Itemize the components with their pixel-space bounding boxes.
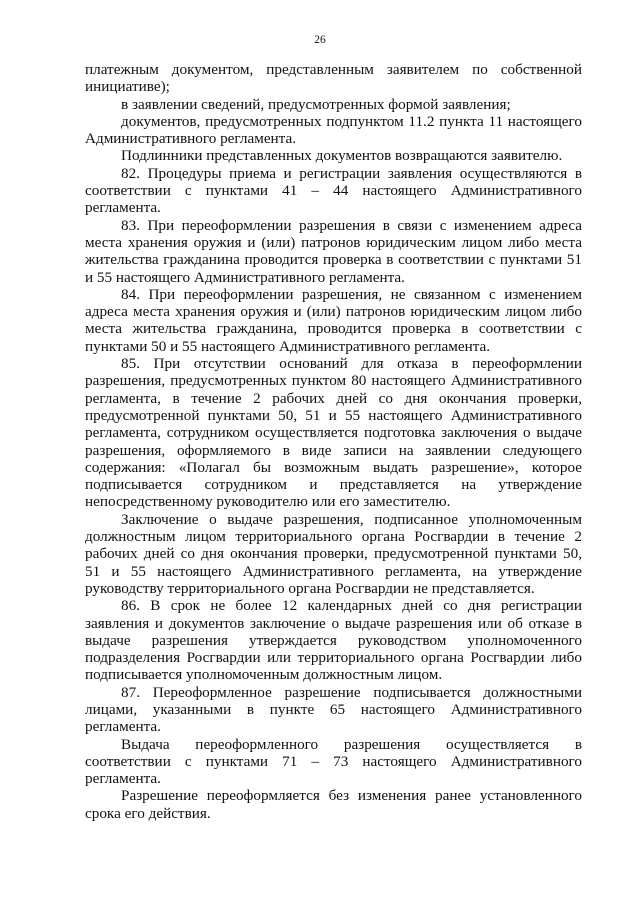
page-number: 26	[314, 34, 326, 46]
paragraph-validity-term: Разрешение переоформляется без изменения ранее установленного срока его действия.	[85, 787, 582, 822]
paragraph-conclusion: Заключение о выдаче разрешения, подписанное уполномоченным должностным лицом территориального органа Росгвардии в течение 2 рабочих дней со дня окончания проверки, предусмотренной пунктами 50, 51 и 55 настоящего Административного регламента, на утверждение руководству территориального органа Росгвардии не представляется.	[85, 510, 582, 597]
paragraph-documents: документов, предусмотренных подпунктом 11.2 пункта 11 настоящего Административного регламента.	[85, 112, 582, 148]
paragraph-item-82: 82. Процедуры приема и регистрации заявления осуществляются в соответствии с пунктами 41 – 44 настоящего Административного регламента.	[85, 164, 582, 217]
paragraph-originals-returned: Подлинники представленных документов возвращаются заявителю.	[121, 147, 563, 165]
paragraph-item-86: 86. В срок не более 12 календарных дней со дня регистрации заявления и документов заключение о выдаче разрешения или об отказе в выдаче разрешения утверждается руководством уполномоченного подразделения Росгвардии или территориального органа Росгвардии либо подписывается уполномоченным должностным лицом.	[85, 597, 582, 684]
document-body	[85, 61, 582, 822]
paragraph-item-84: 84. При переоформлении разрешения, не связанном с изменением адреса места хранения оружия и (или) патронов юридическим лицом либо места жительства гражданина, проводится проверка в соответствии с пунктами 50 и 55 настоящего Административного регламента.	[85, 285, 582, 355]
paragraph-continuation: платежным документом, представленным заявителем по собственной инициативе);	[85, 61, 582, 96]
paragraph-item-87: 87. Переоформленное разрешение подписывается должностными лицами, указанными в пункте 65 настоящего Административного регламента.	[85, 683, 582, 736]
paragraph-item-83: 83. При переоформлении разрешения в связи с изменением адреса места хранения оружия и (или) патронов юридическим лицом либо места жительства гражданина проводится проверка в соответствии с пунктами 51 и 55 настоящего Административного регламента.	[85, 216, 582, 286]
paragraph-application-info: в заявлении сведений, предусмотренных формой заявления;	[121, 95, 511, 113]
paragraph-issuance: Выдача переоформленного разрешения осуществляется в соответствии с пунктами 71 – 73 настоящего Административного регламента.	[85, 735, 582, 788]
paragraph-item-85: 85. При отсутствии оснований для отказа в переоформлении разрешения, предусмотренных пунктом 80 настоящего Административного регламента, в течение 2 рабочих дней со дня окончания проверки, предусмотренной пунктами 50, 51 и 55 настоящего Административного регламента, сотрудником осуществляется подготовка заключения о выдаче разрешения, оформляемого в виде записи на заявлении следующего содержания: «Полагал бы возможным выдать разрешение», которое подписывается сотрудником и представляется на утверждение непосредственному руководителю или его заместителю.	[85, 355, 582, 511]
